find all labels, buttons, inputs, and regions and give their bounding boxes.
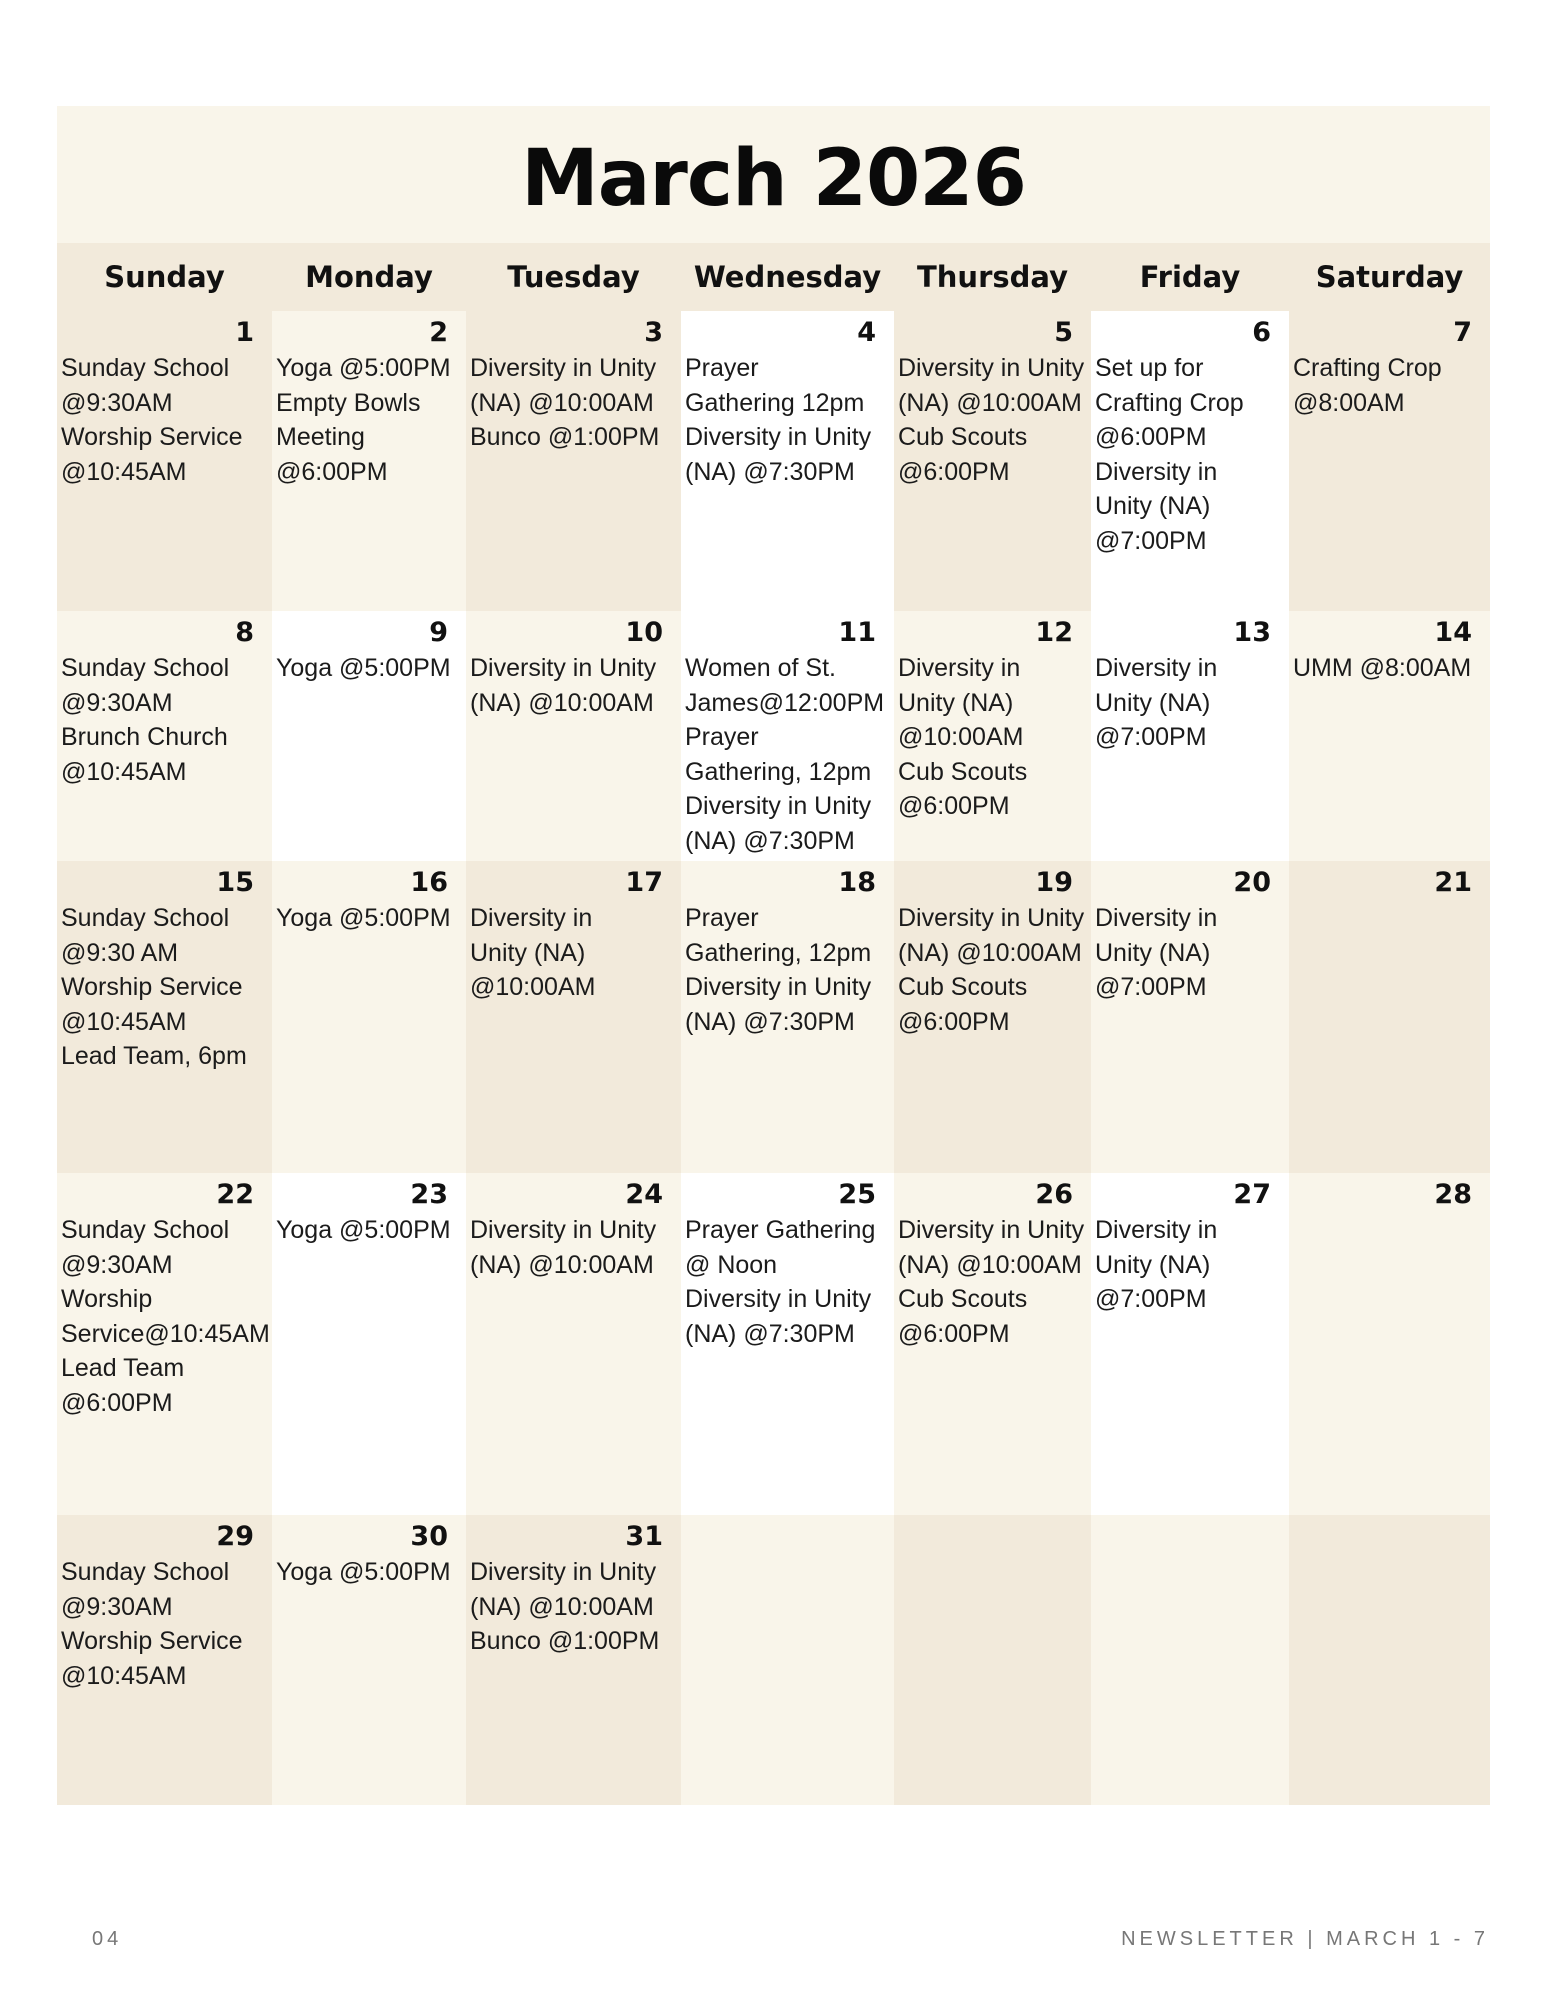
calendar-day-cell[interactable]	[894, 1173, 1091, 1515]
event-line: Unity (NA)	[1095, 492, 1211, 520]
event-line: Gathering 12pm	[685, 388, 865, 417]
calendar-day-cell[interactable]	[272, 611, 466, 861]
calendar-day-cell[interactable]	[1091, 861, 1289, 1173]
day-number: 28	[1434, 1179, 1472, 1210]
calendar-day-cell[interactable]	[272, 1173, 466, 1515]
event-line: Yoga @5:00PM	[276, 654, 451, 682]
event-line: Service@10:45AM	[61, 1319, 270, 1348]
event-line: Set up for	[1095, 354, 1204, 382]
event-line: Lead Team	[61, 1354, 185, 1382]
week-row	[57, 861, 1490, 1173]
event-line: (NA) @7:30PM	[685, 826, 855, 855]
event-line: @6:00PM	[61, 1388, 173, 1417]
event-line: Diversity in Unity	[685, 1285, 872, 1313]
event-line: Diversity in Unity	[898, 354, 1085, 382]
day-number: 26	[1035, 1179, 1073, 1210]
event-line: Prayer	[685, 723, 759, 751]
event-line: @9:30 AM	[61, 938, 179, 967]
calendar-day-cell[interactable]	[1091, 611, 1289, 861]
dow-wednesday: Wednesday	[693, 260, 882, 294]
day-number: 27	[1233, 1179, 1271, 1210]
event-line: Crafting Crop	[1095, 388, 1244, 417]
event-line: Worship Service	[61, 423, 243, 451]
event-line: @9:30AM	[61, 388, 173, 417]
calendar-day-cell[interactable]	[681, 861, 894, 1173]
day-number: 16	[410, 867, 448, 898]
event-line: (NA) @10:00AM	[470, 388, 654, 417]
event-line: @6:00PM	[276, 457, 388, 486]
week-row	[57, 611, 1490, 861]
day-number: 20	[1233, 867, 1271, 898]
event-line: Prayer	[685, 354, 759, 382]
day-number: 22	[216, 1179, 254, 1210]
event-line: @7:00PM	[1095, 1285, 1207, 1313]
event-line: Worship Service	[61, 1627, 243, 1655]
event-line: Empty Bowls	[276, 388, 421, 417]
day-number: 30	[410, 1521, 448, 1552]
day-number	[1293, 1521, 1486, 1555]
event-line: @10:00AM	[898, 723, 1024, 751]
day-number: 21	[1434, 867, 1472, 898]
day-number: 2	[429, 317, 448, 348]
event-line: Diversity in Unity	[685, 423, 872, 451]
event-line: @7:00PM	[1095, 973, 1207, 1001]
day-number: 9	[429, 617, 448, 648]
title-band	[57, 106, 1490, 243]
calendar-day-cell[interactable]	[894, 1515, 1091, 1805]
event-line: @9:30AM	[61, 1592, 173, 1621]
calendar-day-cell[interactable]	[57, 1173, 272, 1515]
calendar-day-cell[interactable]	[1289, 1173, 1490, 1515]
event-line: @10:45AM	[61, 457, 187, 486]
calendar-day-cell[interactable]	[57, 1515, 272, 1805]
day-number: 7	[1453, 317, 1472, 348]
calendar-day-cell[interactable]	[57, 611, 272, 861]
calendar-day-cell[interactable]	[272, 1515, 466, 1805]
day-number: 14	[1434, 617, 1472, 648]
event-line: Diversity in Unity	[470, 1216, 657, 1244]
calendar-day-cell[interactable]	[681, 311, 894, 611]
calendar-day-cell[interactable]	[272, 311, 466, 611]
event-line: (NA) @7:30PM	[685, 1319, 855, 1348]
calendar-day-cell[interactable]	[466, 1515, 681, 1805]
day-number: 4	[857, 317, 876, 348]
calendar-day-cell[interactable]	[57, 861, 272, 1173]
page-title: March 2026	[521, 133, 1026, 224]
calendar-day-cell[interactable]	[894, 861, 1091, 1173]
event-line: UMM @8:00AM	[1293, 654, 1472, 682]
event-line: (NA) @10:00AM	[470, 1250, 654, 1279]
event-line: Unity (NA)	[898, 688, 1014, 717]
day-number: 8	[235, 617, 254, 648]
footer-label: NEWSLETTER | MARCH 1 - 7	[1121, 1928, 1489, 1950]
day-number: 15	[216, 867, 254, 898]
calendar-day-cell[interactable]	[1091, 1515, 1289, 1805]
event-line: Unity (NA)	[470, 938, 586, 967]
dow-sunday: Sunday	[104, 260, 225, 294]
calendar-day-cell[interactable]	[681, 611, 894, 861]
calendar-day-cell[interactable]	[1289, 861, 1490, 1173]
calendar-day-cell[interactable]	[681, 1515, 894, 1805]
event-line: Worship	[61, 1285, 153, 1313]
day-number: 19	[1035, 867, 1073, 898]
calendar-day-cell[interactable]	[272, 861, 466, 1173]
event-line: @7:00PM	[1095, 723, 1207, 751]
event-line: Women of St.	[685, 654, 836, 682]
day-number: 31	[625, 1521, 663, 1552]
event-line: (NA) @10:00AM	[898, 1250, 1082, 1279]
calendar-day-cell[interactable]	[466, 1173, 681, 1515]
event-line: (NA) @7:30PM	[685, 457, 855, 486]
event-line: Diversity in Unity	[470, 654, 657, 682]
event-line: Yoga @5:00PM	[276, 1216, 451, 1244]
event-line: (NA) @10:00AM	[898, 388, 1082, 417]
event-line: Diversity in	[470, 904, 593, 932]
page-number: 04	[92, 1928, 123, 1950]
event-line: @6:00PM	[898, 1007, 1010, 1036]
calendar-day-cell[interactable]	[681, 1173, 894, 1515]
event-line: Diversity in Unity	[898, 904, 1085, 932]
event-line: (NA) @10:00AM	[470, 688, 654, 717]
event-line: Gathering, 12pm	[685, 757, 872, 786]
dow-tuesday: Tuesday	[507, 260, 640, 294]
event-line: @10:00AM	[470, 973, 596, 1001]
event-line: (NA) @7:30PM	[685, 1007, 855, 1036]
calendar-day-cell[interactable]	[1091, 311, 1289, 611]
week-row	[57, 1515, 1490, 1805]
event-line: Yoga @5:00PM	[276, 354, 451, 382]
event-line: Cub Scouts	[898, 423, 1028, 451]
calendar-day-cell[interactable]	[894, 611, 1091, 861]
event-line: Diversity in	[1095, 904, 1218, 932]
day-number: 5	[1054, 317, 1073, 348]
event-line: Sunday School	[61, 654, 230, 682]
event-line: Diversity in Unity	[685, 792, 872, 820]
event-line: Yoga @5:00PM	[276, 1558, 451, 1586]
event-line: Bunco @1:00PM	[470, 423, 660, 451]
event-line: Bunco @1:00PM	[470, 1627, 660, 1655]
event-line: Diversity in Unity	[470, 1558, 657, 1586]
event-line: @7:00PM	[1095, 526, 1207, 555]
event-line: Diversity in	[1095, 654, 1218, 682]
event-line: Sunday School	[61, 1216, 230, 1244]
day-number: 17	[625, 867, 663, 898]
event-line: Meeting	[276, 423, 365, 451]
day-number: 23	[410, 1179, 448, 1210]
event-line: Unity (NA)	[1095, 938, 1211, 967]
event-line: Gathering, 12pm	[685, 938, 872, 967]
calendar-day-cell[interactable]	[894, 311, 1091, 611]
calendar-day-cell[interactable]	[1289, 1515, 1490, 1805]
event-line: Brunch Church	[61, 723, 228, 751]
event-line: (NA) @10:00AM	[470, 1592, 654, 1621]
day-number: 18	[838, 867, 876, 898]
day-number: 12	[1035, 617, 1073, 648]
calendar-day-cell[interactable]	[1289, 611, 1490, 861]
event-line: Diversity in Unity	[898, 1216, 1085, 1244]
event-line: Cub Scouts	[898, 1285, 1028, 1313]
event-line: @8:00AM	[1293, 388, 1405, 417]
event-line: (NA) @10:00AM	[898, 938, 1082, 967]
event-line: Unity (NA)	[1095, 688, 1211, 717]
day-number	[1095, 1521, 1285, 1555]
event-line: Crafting Crop	[1293, 354, 1442, 382]
day-number: 11	[838, 617, 876, 648]
calendar-day-cell[interactable]	[466, 861, 681, 1173]
calendar-day-cell[interactable]	[1289, 311, 1490, 611]
day-number: 25	[838, 1179, 876, 1210]
day-number: 13	[1233, 617, 1271, 648]
week-row	[57, 1173, 1490, 1515]
event-line: Worship Service	[61, 973, 243, 1001]
event-line: Sunday School	[61, 904, 230, 932]
event-line: @6:00PM	[898, 792, 1010, 820]
event-line: Prayer	[685, 904, 759, 932]
event-line: @10:45AM	[61, 757, 187, 786]
event-line: @10:45AM	[61, 1007, 187, 1036]
event-line: Prayer Gathering	[685, 1216, 876, 1244]
dow-friday: Friday	[1139, 260, 1241, 294]
week-row	[57, 311, 1490, 611]
event-line: Diversity in	[898, 654, 1021, 682]
event-line: Cub Scouts	[898, 973, 1028, 1001]
dow-thursday: Thursday	[917, 260, 1068, 294]
event-line: Diversity in	[1095, 457, 1218, 486]
dow-monday: Monday	[305, 260, 433, 294]
event-line: @6:00PM	[1095, 423, 1207, 451]
calendar-day-cell[interactable]	[57, 311, 272, 611]
day-number: 1	[235, 317, 254, 348]
event-line: @ Noon	[685, 1250, 778, 1279]
event-line: Lead Team, 6pm	[61, 1042, 247, 1070]
day-number: 29	[216, 1521, 254, 1552]
event-line: Cub Scouts	[898, 757, 1028, 786]
event-line: @9:30AM	[61, 1250, 173, 1279]
calendar-day-cell[interactable]	[466, 311, 681, 611]
day-number: 10	[625, 617, 663, 648]
day-of-week-header	[57, 243, 1490, 311]
event-line: @6:00PM	[898, 1319, 1010, 1348]
event-line: @9:30AM	[61, 688, 173, 717]
calendar-day-cell[interactable]	[1091, 1173, 1289, 1515]
day-number: 24	[625, 1179, 663, 1210]
calendar-grid	[57, 311, 1490, 1805]
day-number: 3	[644, 317, 663, 348]
dow-saturday: Saturday	[1315, 260, 1464, 294]
calendar-day-cell[interactable]	[466, 611, 681, 861]
day-number	[685, 1521, 890, 1555]
event-line: Diversity in Unity	[470, 354, 657, 382]
day-number: 6	[1252, 317, 1271, 348]
day-number	[898, 1521, 1087, 1555]
event-line: Diversity in	[1095, 1216, 1218, 1244]
event-line: Unity (NA)	[1095, 1250, 1211, 1279]
event-line: Sunday School	[61, 1558, 230, 1586]
event-line: Yoga @5:00PM	[276, 904, 451, 932]
event-line: @6:00PM	[898, 457, 1010, 486]
event-line: Diversity in Unity	[685, 973, 872, 1001]
event-line: @10:45AM	[61, 1661, 187, 1690]
event-line: James@12:00PM	[685, 688, 885, 717]
event-line: Sunday School	[61, 354, 230, 382]
